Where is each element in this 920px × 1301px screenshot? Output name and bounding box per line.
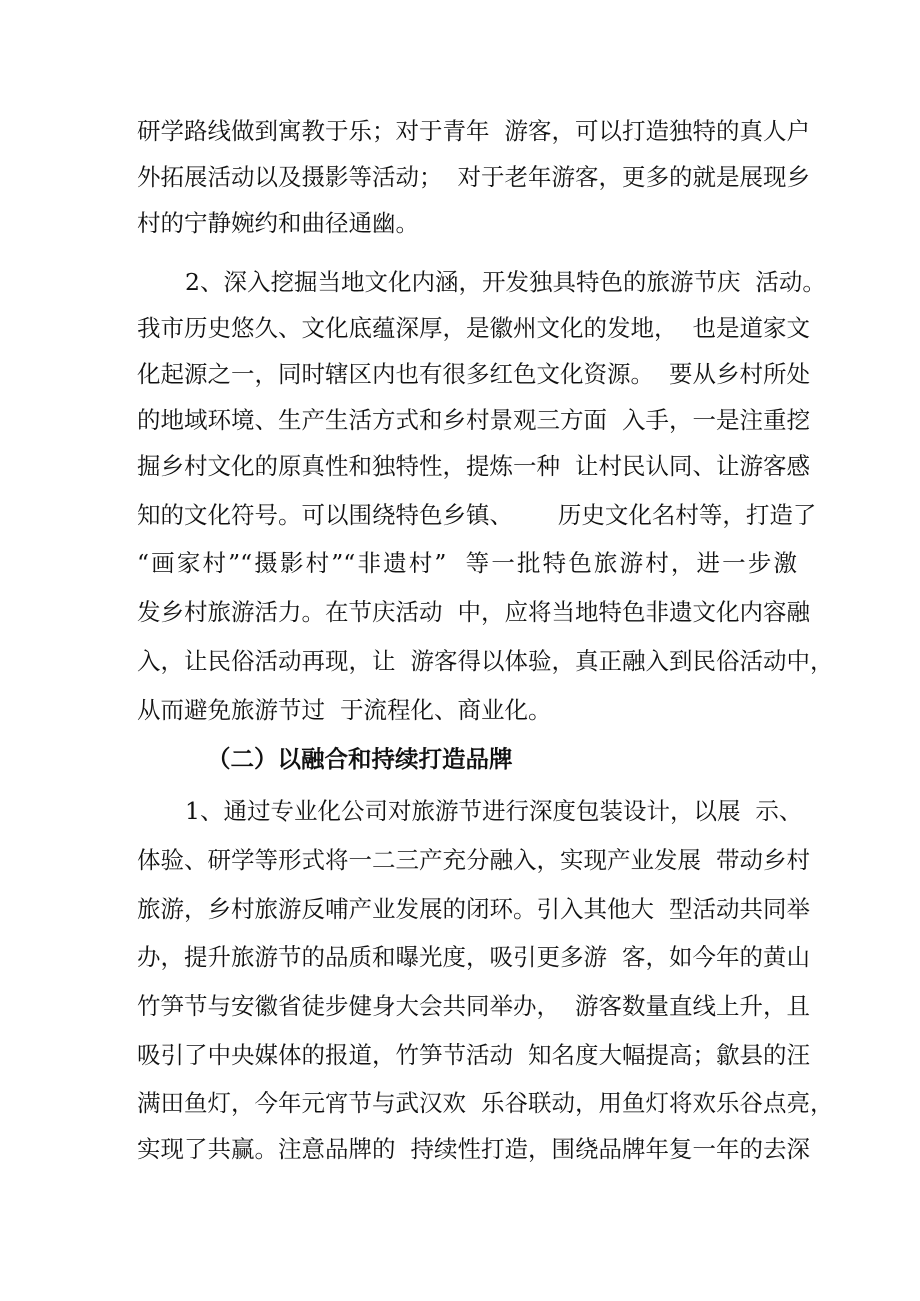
paragraph-3-line-4: 办，提升旅游节的品质和曝光度，吸引更多游 客，如今年的黄山 <box>137 943 810 971</box>
paragraph-3-line-1: 1、通过专业化公司对旅游节进行深度包装设计，以展 示、 <box>185 797 803 825</box>
paragraph-3-line-3: 旅游，乡村旅游反哺产业发展的闭环。引入其他大 型活动共同举 <box>137 895 810 923</box>
paragraph-2-line-8: 发乡村旅游活力。在节庆活动 中，应将当地特色非遗文化内容融 <box>137 598 810 626</box>
paragraph-2-line-3: 化起源之一，同时辖区内也有很多红色文化资源。 要从乡村所处 <box>137 360 810 388</box>
paragraph-2-line-9: 入，让民俗活动再现，让 游客得以体验，真正融入到民俗活动中， <box>137 647 834 675</box>
paragraph-1-line-1: 研学路线做到寓教于乐；对于青年 游客，可以打造独特的真人户 <box>137 117 810 145</box>
paragraph-2-line-5: 掘乡村文化的原真性和独特性，提炼一种 让村民认同、让游客感 <box>137 452 810 480</box>
paragraph-3-line-6: 吸引了中央媒体的报道，竹笋节活动 知名度大幅提高；歙县的汪 <box>137 1041 810 1069</box>
paragraph-3-line-8: 实现了共赢。注意品牌的 持续性打造，围绕品牌年复一年的去深 <box>137 1135 810 1163</box>
paragraph-1-line-2: 外拓展活动以及摄影等活动； 对于老年游客，更多的就是展现乡 <box>137 163 810 191</box>
section-heading: （二）以融合和持续打造品牌 <box>207 745 513 773</box>
paragraph-3-line-2: 体验、研学等形式将一二三产充分融入，实现产业发展 带动乡村 <box>137 846 810 874</box>
paragraph-2-line-6: 知的文化符号。可以围绕特色乡镇、 历史文化名村等，打造了 <box>137 501 817 529</box>
paragraph-2-line-2: 我市历史悠久、文化底蕴深厚，是徽州文化的发地， 也是道家文 <box>137 314 810 342</box>
paragraph-2-line-7: “画家村”“摄影村”“非遗村” 等一批特色旅游村，进一步激 <box>137 549 797 577</box>
paragraph-3-line-7: 满田鱼灯，今年元宵节与武汉欢 乐谷联动，用鱼灯将欢乐谷点亮， <box>137 1089 834 1117</box>
paragraph-2-line-4: 的地域环境、生产生活方式和乡村景观三方面 入手，一是注重挖 <box>137 406 810 434</box>
paragraph-2-line-1: 2、深入挖掘当地文化内涵，开发独具特色的旅游节庆 活动。 <box>185 268 826 296</box>
paragraph-1-line-3: 村的宁静婉约和曲径通幽。 <box>137 209 419 237</box>
paragraph-2-line-10: 从而避免旅游节过 于流程化、商业化。 <box>137 696 552 724</box>
paragraph-3-line-5: 竹笋节与安徽省徒步健身大会共同举办， 游客数量直线上升，且 <box>137 992 810 1020</box>
